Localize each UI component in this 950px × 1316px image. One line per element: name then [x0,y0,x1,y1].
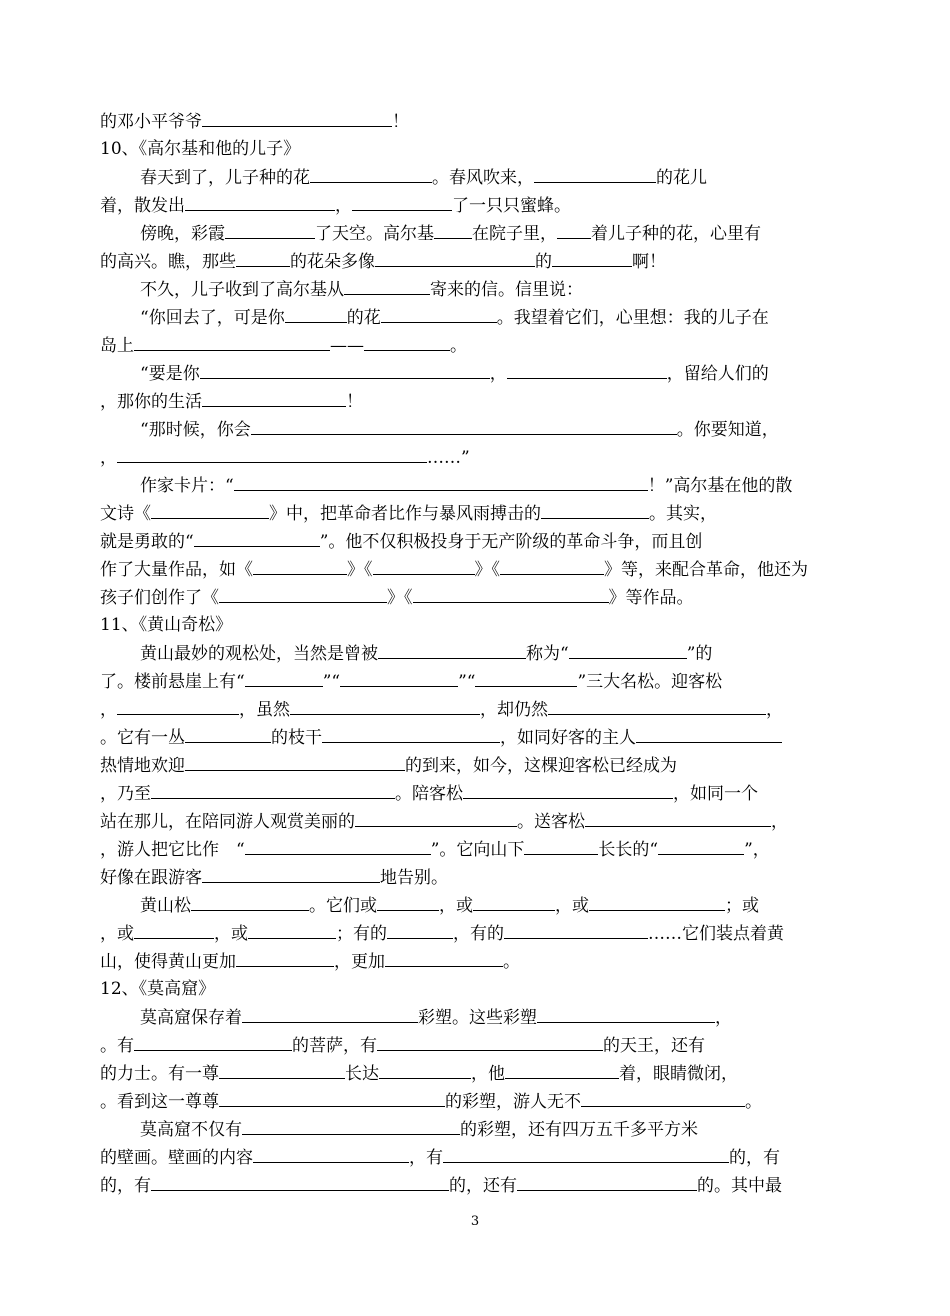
fill-in-blank[interactable] [219,1088,445,1107]
line-text: 。 [745,1092,762,1112]
text-line [100,780,860,806]
line-text: 。我望着它们，心里想：我的儿子在 [496,308,769,328]
line-text: 作了大量作品，如《 [100,560,253,580]
text-line [100,192,860,218]
line-text: ！”高尔基在他的散 [647,476,793,496]
text-line [100,108,860,134]
fill-in-blank[interactable] [117,444,427,463]
text-line [100,1032,860,1058]
fill-in-blank[interactable] [251,416,677,435]
line-text: ”。它向山下 [430,840,525,860]
text-line [100,444,860,470]
line-text: 》《 [347,560,373,580]
line-text: 了。楼前悬崖上有“ [100,672,245,692]
fill-in-blank[interactable] [225,220,315,239]
fill-in-blank[interactable] [185,752,405,771]
line-text: 。它有一丛 [100,728,185,748]
text-line [100,556,860,582]
fill-in-blank[interactable] [352,192,452,211]
line-text: ，游人把它比作 “ [100,840,245,860]
line-text: 就是勇敢的“ [100,532,194,552]
page-number: 3 [470,1214,480,1229]
fill-in-blank[interactable] [581,1088,745,1107]
line-text: 长长的“ [598,840,659,860]
text-line [100,976,860,1002]
fill-in-blank[interactable] [537,1004,715,1023]
fill-in-blank[interactable] [253,1144,409,1163]
line-text: ，却仍然 [480,700,548,720]
fill-in-blank[interactable] [387,920,453,939]
line-text: 站在那儿，在陪同游人观赏美丽的 [100,812,355,832]
line-text: 。其实， [649,504,717,524]
line-text: ……” [427,448,470,468]
fill-in-blank[interactable] [151,500,269,519]
text-line [100,668,860,694]
line-text: ”“ [322,672,341,692]
line-text: ， [771,812,788,832]
line-text: ……它们装点着黄 [648,924,784,944]
line-text: ”。他不仅积极投身于无产阶级的革命斗争，而且创 [319,532,703,552]
text-line [140,1116,860,1142]
fill-in-blank[interactable] [507,360,667,379]
fill-in-blank[interactable] [310,164,432,183]
line-text: ”三大名松。迎客松 [577,672,723,692]
line-text: ，虽然 [239,700,290,720]
fill-in-blank[interactable] [500,556,604,575]
line-text: 黄山最妙的观松处，当然是曾被 [140,644,378,664]
line-text: ，如同好客的主人 [500,728,636,748]
text-line [100,948,860,974]
fill-in-blank[interactable] [463,780,673,799]
fill-in-blank[interactable] [636,724,782,743]
fill-in-blank[interactable] [569,640,687,659]
line-text: —— [330,336,364,356]
line-text: ，留给人们的 [666,364,769,384]
line-text: 的邓小平爷爷 [100,112,202,132]
line-text: ， [766,700,783,720]
fill-in-blank[interactable] [134,1032,292,1051]
line-text: 文诗《 [100,504,151,524]
fill-in-blank[interactable] [202,388,346,407]
line-text: 。有 [100,1036,134,1056]
text-line [140,360,860,386]
line-text: 春天到了，儿子种的花 [140,168,310,188]
fill-in-blank[interactable] [194,528,320,547]
fill-in-blank[interactable] [151,780,395,799]
fill-in-blank[interactable] [379,1060,471,1079]
text-line [100,388,860,414]
fill-in-blank[interactable] [364,332,450,351]
line-text: ， [100,448,117,468]
line-text: 的花朵多像 [290,252,375,272]
line-text: 。看到这一尊尊 [100,1092,219,1112]
line-text: 傍晚，彩霞 [140,224,225,244]
fill-in-blank[interactable] [589,892,725,911]
line-text: 长达 [345,1064,379,1084]
fill-in-blank[interactable] [248,920,336,939]
fill-in-blank[interactable] [236,948,334,967]
text-line [100,528,860,554]
fill-in-blank[interactable] [322,724,500,743]
line-text: 》等，来配合革命，他还为 [604,560,808,580]
text-line [100,1088,860,1114]
line-text: 的天王，还有 [603,1036,705,1056]
line-text: 莫高窟保存着 [140,1008,242,1028]
line-text: 在院子里， [472,224,557,244]
fill-in-blank[interactable] [548,696,766,715]
line-text: ，有的 [453,924,504,944]
text-line [100,136,860,162]
line-text: ，有 [409,1148,443,1168]
fill-in-blank[interactable] [385,948,503,967]
line-text: 着，眼睛微闭， [619,1064,738,1084]
fill-in-blank[interactable] [285,304,347,323]
line-text: “你回去了，可是你 [140,308,285,328]
text-line [140,892,860,918]
line-text: “要是你 [140,364,200,384]
fill-in-blank[interactable] [200,360,490,379]
fill-in-blank[interactable] [117,696,239,715]
fill-in-blank[interactable] [524,836,598,855]
line-text: 的，有 [100,1176,151,1196]
text-line [140,220,860,246]
line-text: 作家卡片：“ [140,476,234,496]
fill-in-blank[interactable] [378,640,526,659]
text-line [140,416,860,442]
line-text: 啊！ [632,252,666,272]
line-text: 。 [450,336,467,356]
line-text: 地告别。 [380,868,448,888]
line-text: 的 [535,252,552,272]
line-text: 寄来的信。信里说： [430,280,583,300]
line-text: ，乃至 [100,784,151,804]
text-line [140,1004,860,1030]
text-line [100,612,860,638]
fill-in-blank[interactable] [534,164,656,183]
line-text: 。它们或 [309,896,377,916]
line-text: 孩子们创作了《 [100,588,219,608]
fill-in-blank[interactable] [236,248,290,267]
text-line [100,752,860,778]
line-text: 的，有 [729,1148,780,1168]
fill-in-blank[interactable] [517,1172,697,1191]
line-text: 11、《黄山奇松》 [100,615,233,635]
line-text: ；有的 [336,924,387,944]
line-text: 不久，儿子收到了高尔基从 [140,280,344,300]
fill-in-blank[interactable] [434,220,472,239]
text-line [100,500,860,526]
fill-in-blank[interactable] [413,584,609,603]
line-text: 彩塑。这些彩塑 [418,1008,537,1028]
line-text: 的枝干 [271,728,322,748]
text-line [100,1060,860,1086]
text-line [140,276,860,302]
line-text: 好像在跟游客 [100,868,202,888]
line-text: 的花儿 [656,168,707,188]
text-line [100,864,860,890]
fill-in-blank[interactable] [375,248,535,267]
line-text: ”“ [458,672,476,692]
fill-in-blank[interactable] [185,192,335,211]
line-text: 热情地欢迎 [100,756,185,776]
fill-in-blank[interactable] [242,1004,418,1023]
fill-in-blank[interactable] [585,808,771,827]
line-text: ，或 [439,896,473,916]
fill-in-blank[interactable] [373,556,475,575]
line-text: 着儿子种的花，心里有 [591,224,761,244]
line-text: 的花 [346,308,381,328]
text-line [140,304,860,330]
line-text: “那时候，你会 [140,420,251,440]
fill-in-blank[interactable] [552,248,632,267]
text-line [100,1144,860,1170]
line-text: 的壁画。壁画的内容 [100,1148,253,1168]
fill-in-blank[interactable] [355,808,517,827]
fill-in-blank[interactable] [242,1116,460,1135]
line-text: ，或 [214,924,248,944]
fill-in-blank[interactable] [505,1060,619,1079]
fill-in-blank[interactable] [191,892,309,911]
line-text: ，或 [100,924,134,944]
fill-in-blank[interactable] [134,920,214,939]
line-text: ， [489,364,507,384]
line-text: 。 [503,952,520,972]
text-line [100,808,860,834]
text-line [100,724,860,750]
fill-in-blank[interactable] [443,1144,729,1163]
fill-in-blank[interactable] [340,668,458,687]
line-text: 的到来，如今，这棵迎客松已经成为 [405,756,677,776]
line-text: 。你要知道， [676,420,779,440]
line-text: 莫高窟不仅有 [140,1120,242,1140]
line-text: ；或 [725,896,759,916]
line-text: 了天空。高尔基 [315,224,434,244]
text-line [100,920,860,946]
line-text: ，如同一个 [673,784,758,804]
fill-in-blank[interactable] [234,472,648,491]
line-text: 黄山松 [140,896,191,916]
fill-in-blank[interactable] [290,696,480,715]
fill-in-blank[interactable] [377,1032,603,1051]
fill-in-blank[interactable] [344,276,430,295]
line-text: 》中，把革命者比作与暴风雨搏击的 [269,504,541,524]
line-text: 12、《莫高窟》 [100,979,216,999]
line-text: 岛上 [100,336,134,356]
line-text: ”， [744,840,770,860]
text-line [140,640,860,666]
fill-in-blank[interactable] [245,836,431,855]
fill-in-blank[interactable] [541,500,649,519]
line-text: 。春风吹来， [432,168,534,188]
fill-in-blank[interactable] [134,332,330,351]
text-line [100,332,860,358]
line-text: 》等作品。 [608,588,694,608]
line-text: 》《 [474,560,500,580]
line-text: 了一只只蜜蜂。 [452,196,571,216]
text-line [100,248,860,274]
line-text: 的彩塑，还有四万五千多平方米 [460,1120,698,1140]
line-text: 。陪客松 [395,784,463,804]
line-text: ！ [392,112,409,132]
line-text: 10、《高尔基和他的儿子》 [100,139,301,159]
text-line [100,584,860,610]
line-text: 的。其中最 [697,1176,782,1196]
line-text: ， [100,700,117,720]
fill-in-blank[interactable] [557,220,591,239]
line-text: 称为“ [526,644,569,664]
fill-in-blank[interactable] [658,836,744,855]
line-text: ， [335,196,352,216]
line-text: 的菩萨，有 [292,1036,377,1056]
text-line [100,696,860,722]
fill-in-blank[interactable] [377,892,439,911]
fill-in-blank[interactable] [185,724,271,743]
line-text: 。送客松 [517,812,585,832]
text-line [100,836,860,862]
line-text: 的力士。有一尊 [100,1064,219,1084]
fill-in-blank[interactable] [473,892,555,911]
line-text: 山，使得黄山更加 [100,952,236,972]
line-text: ，他 [471,1064,505,1084]
fill-in-blank[interactable] [253,556,347,575]
line-text: ，更加 [334,952,385,972]
text-line [100,1172,860,1198]
fill-in-blank[interactable] [151,1172,449,1191]
fill-in-blank[interactable] [202,108,392,127]
line-text: 》《 [387,588,413,608]
line-text: 的，还有 [449,1176,517,1196]
line-text: ”的 [686,644,713,664]
fill-in-blank[interactable] [219,584,387,603]
fill-in-blank[interactable] [245,668,323,687]
line-text: 的高兴。瞧，那些 [100,252,236,272]
line-text: 的彩塑，游人无不 [445,1092,581,1112]
line-text: ，那你的生活 [100,392,202,412]
line-text: 着，散发出 [100,196,185,216]
fill-in-blank[interactable] [219,1060,345,1079]
text-line [140,472,860,498]
line-text: ！ [346,392,363,412]
line-text: ， [715,1008,732,1028]
fill-in-blank[interactable] [202,864,380,883]
text-line [140,164,860,190]
fill-in-blank[interactable] [504,920,648,939]
fill-in-blank[interactable] [475,668,577,687]
fill-in-blank[interactable] [381,304,497,323]
line-text: ，或 [555,896,589,916]
